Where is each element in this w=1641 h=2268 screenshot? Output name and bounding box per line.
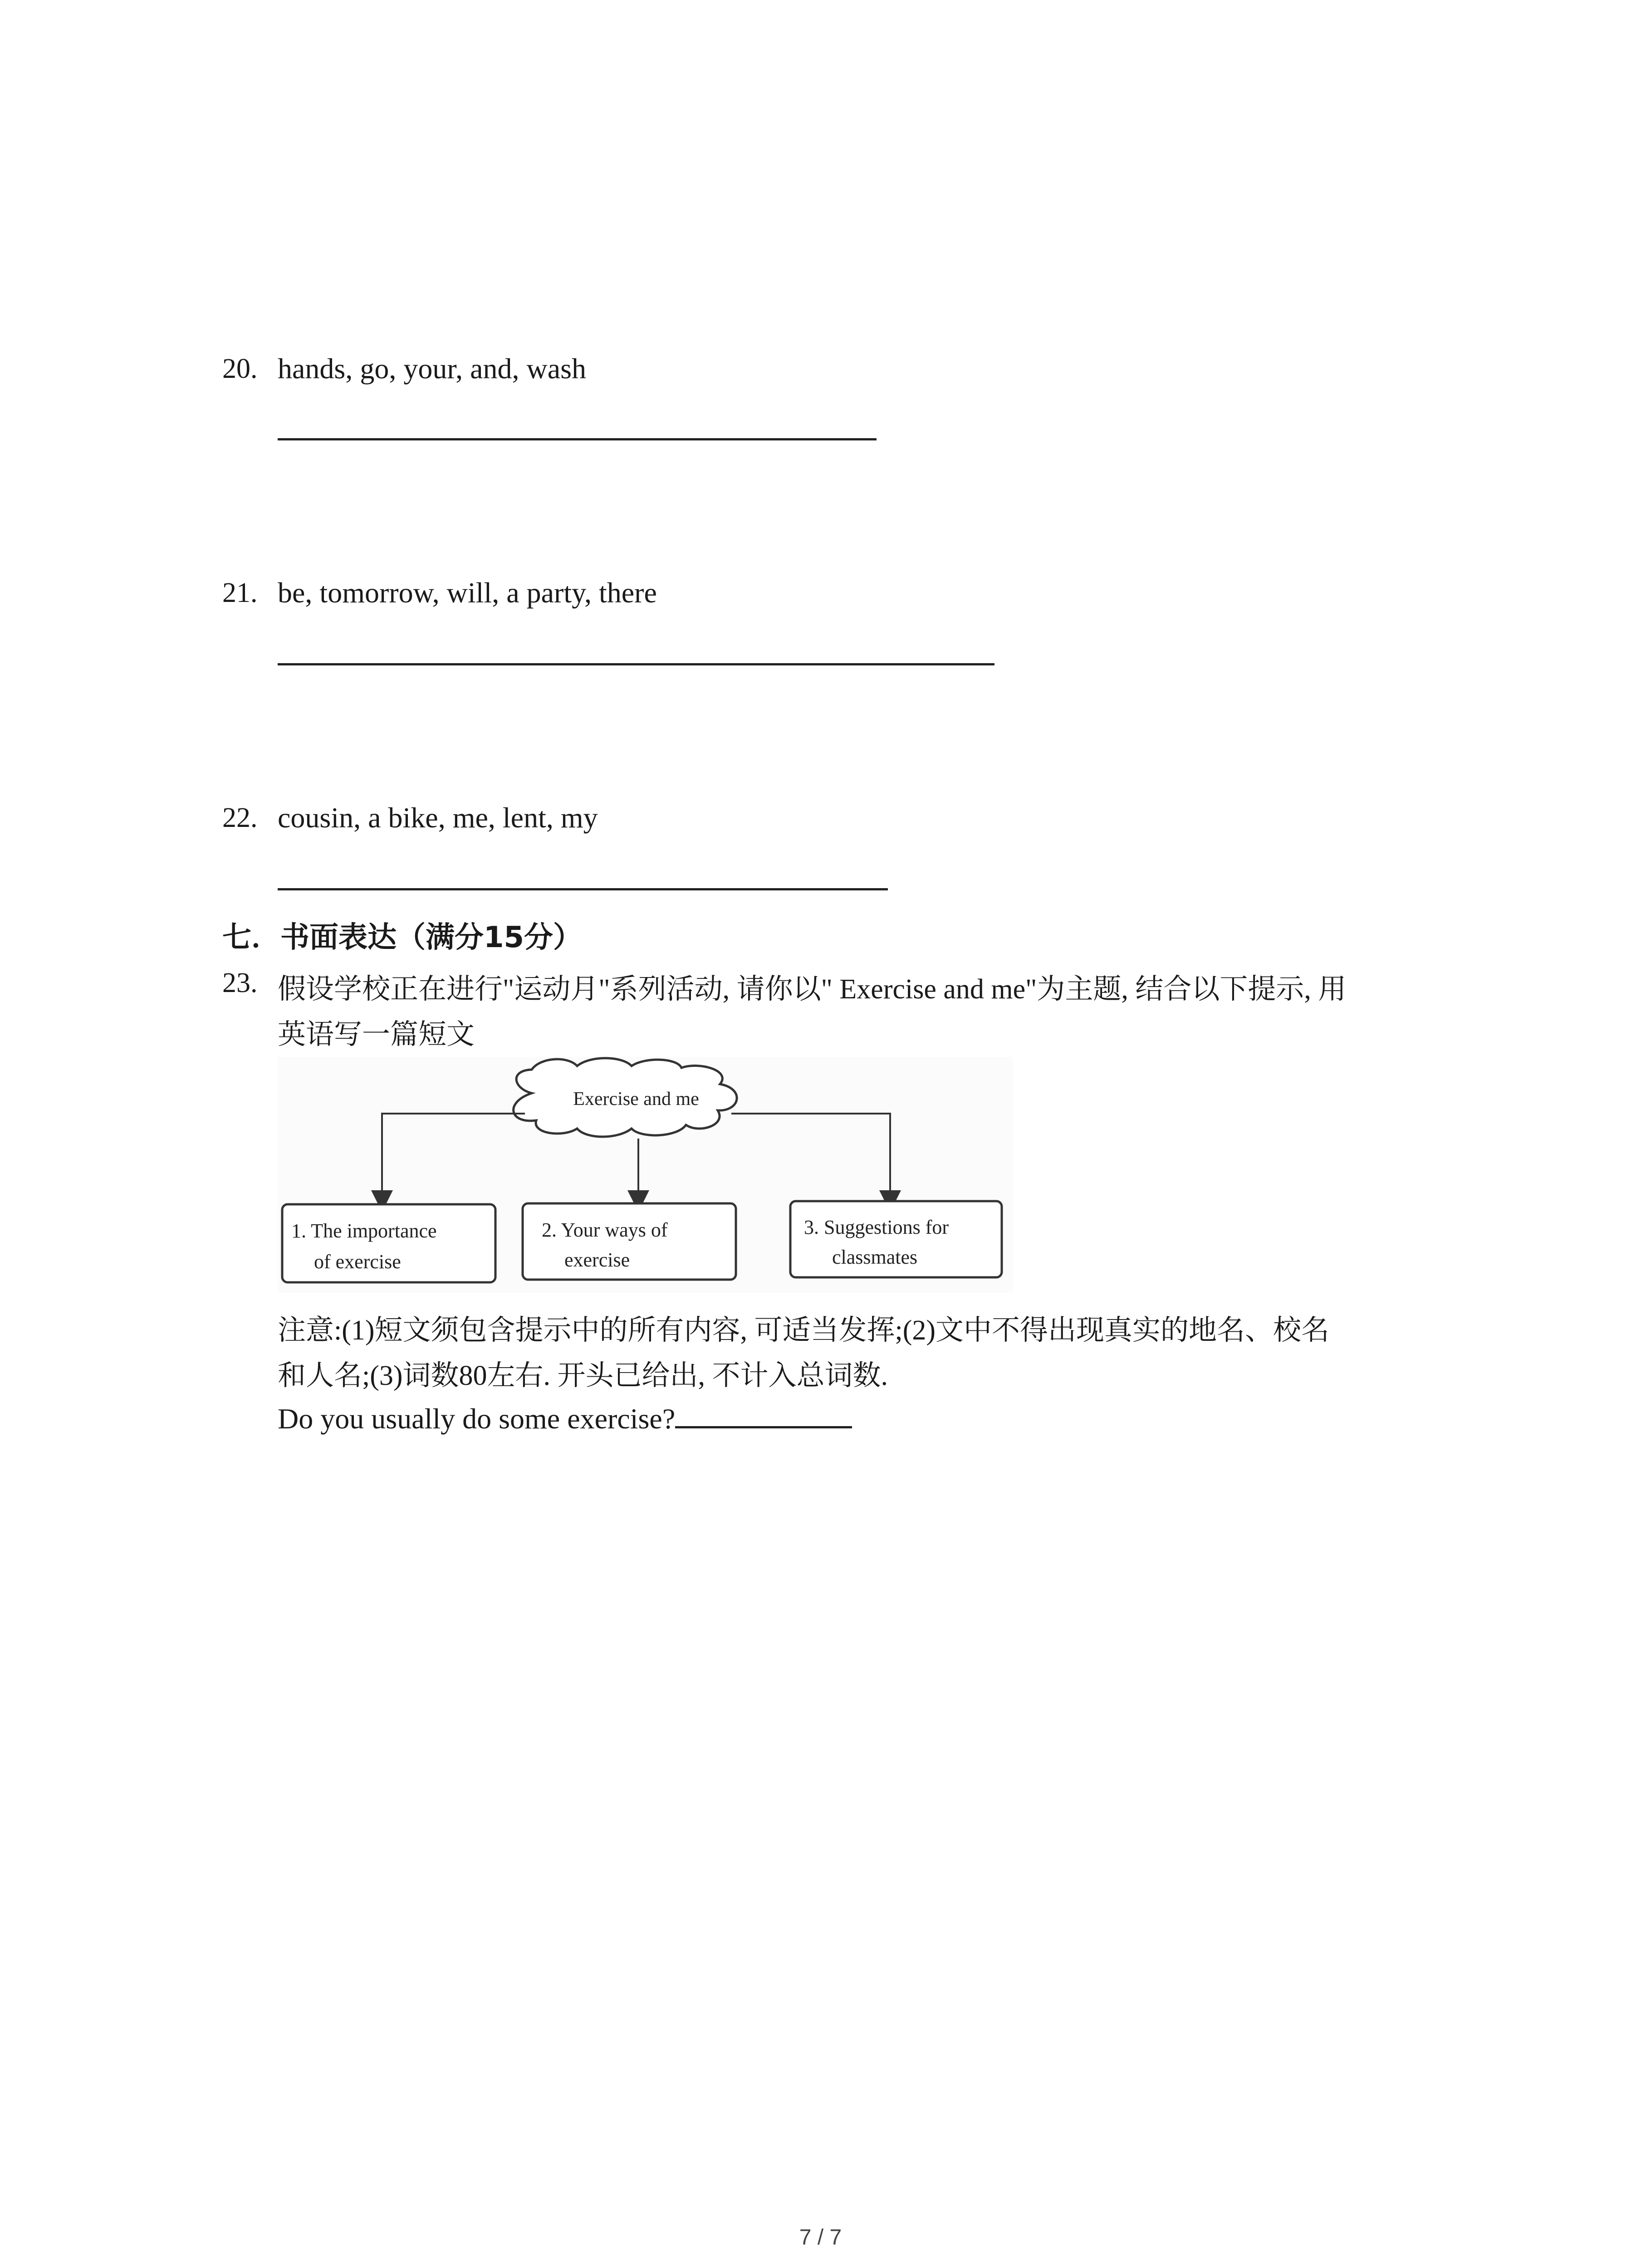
question-20-answer-line[interactable] bbox=[278, 438, 877, 440]
question-22-number: 22. bbox=[222, 802, 258, 833]
question-22-words: cousin, a bike, me, lent, my bbox=[278, 802, 598, 834]
opening-sentence: Do you usually do some exercise? bbox=[278, 1403, 676, 1435]
topic-cloud-label: Exercise and me bbox=[573, 1089, 699, 1110]
question-23-prompt-line-2: 英语写一篇短文 bbox=[278, 1019, 475, 1050]
question-20-number: 20. bbox=[222, 353, 258, 384]
question-20-words: hands, go, your, and, wash bbox=[278, 352, 586, 385]
question-23-note-line-1: 注意:(1)短文须包含提示中的所有内容, 可适当发挥;(2)文中不得出现真实的地名、校名 bbox=[278, 1315, 1330, 1346]
hint-box-3-line-1: 3. Suggestions for bbox=[804, 1216, 949, 1238]
hint-box-1-line-2: of exercise bbox=[314, 1251, 401, 1273]
topic-diagram bbox=[278, 1057, 1013, 1293]
question-23-opening bbox=[278, 1400, 852, 1436]
question-21-words: be, tomorrow, will, a party, there bbox=[278, 577, 657, 609]
hint-box-2-line-1: 2. Your ways of bbox=[542, 1219, 668, 1241]
question-23-prompt-line-1: 假设学校正在进行"运动月"系列活动, 请你以" Exercise and me"为主题, 结合以下提示, 用 bbox=[278, 974, 1347, 1005]
question-21-answer-line[interactable] bbox=[278, 663, 994, 665]
page-number: 7 / 7 bbox=[799, 2225, 842, 2249]
section-heading-writing: 七．书面表达（满分15分） bbox=[222, 921, 583, 954]
question-22-answer-line[interactable] bbox=[278, 888, 888, 890]
opening-answer-blank[interactable] bbox=[675, 1400, 852, 1428]
hint-box-3-line-2: classmates bbox=[832, 1246, 918, 1268]
question-23-note-line-2: 和人名;(3)词数80左右. 开头已给出, 不计入总词数. bbox=[278, 1360, 888, 1391]
question-21-number: 21. bbox=[222, 577, 258, 608]
hint-box-1-line-1: 1. The importance bbox=[291, 1220, 437, 1242]
question-23-number: 23. bbox=[222, 968, 258, 998]
hint-box-2-line-2: exercise bbox=[564, 1249, 630, 1271]
